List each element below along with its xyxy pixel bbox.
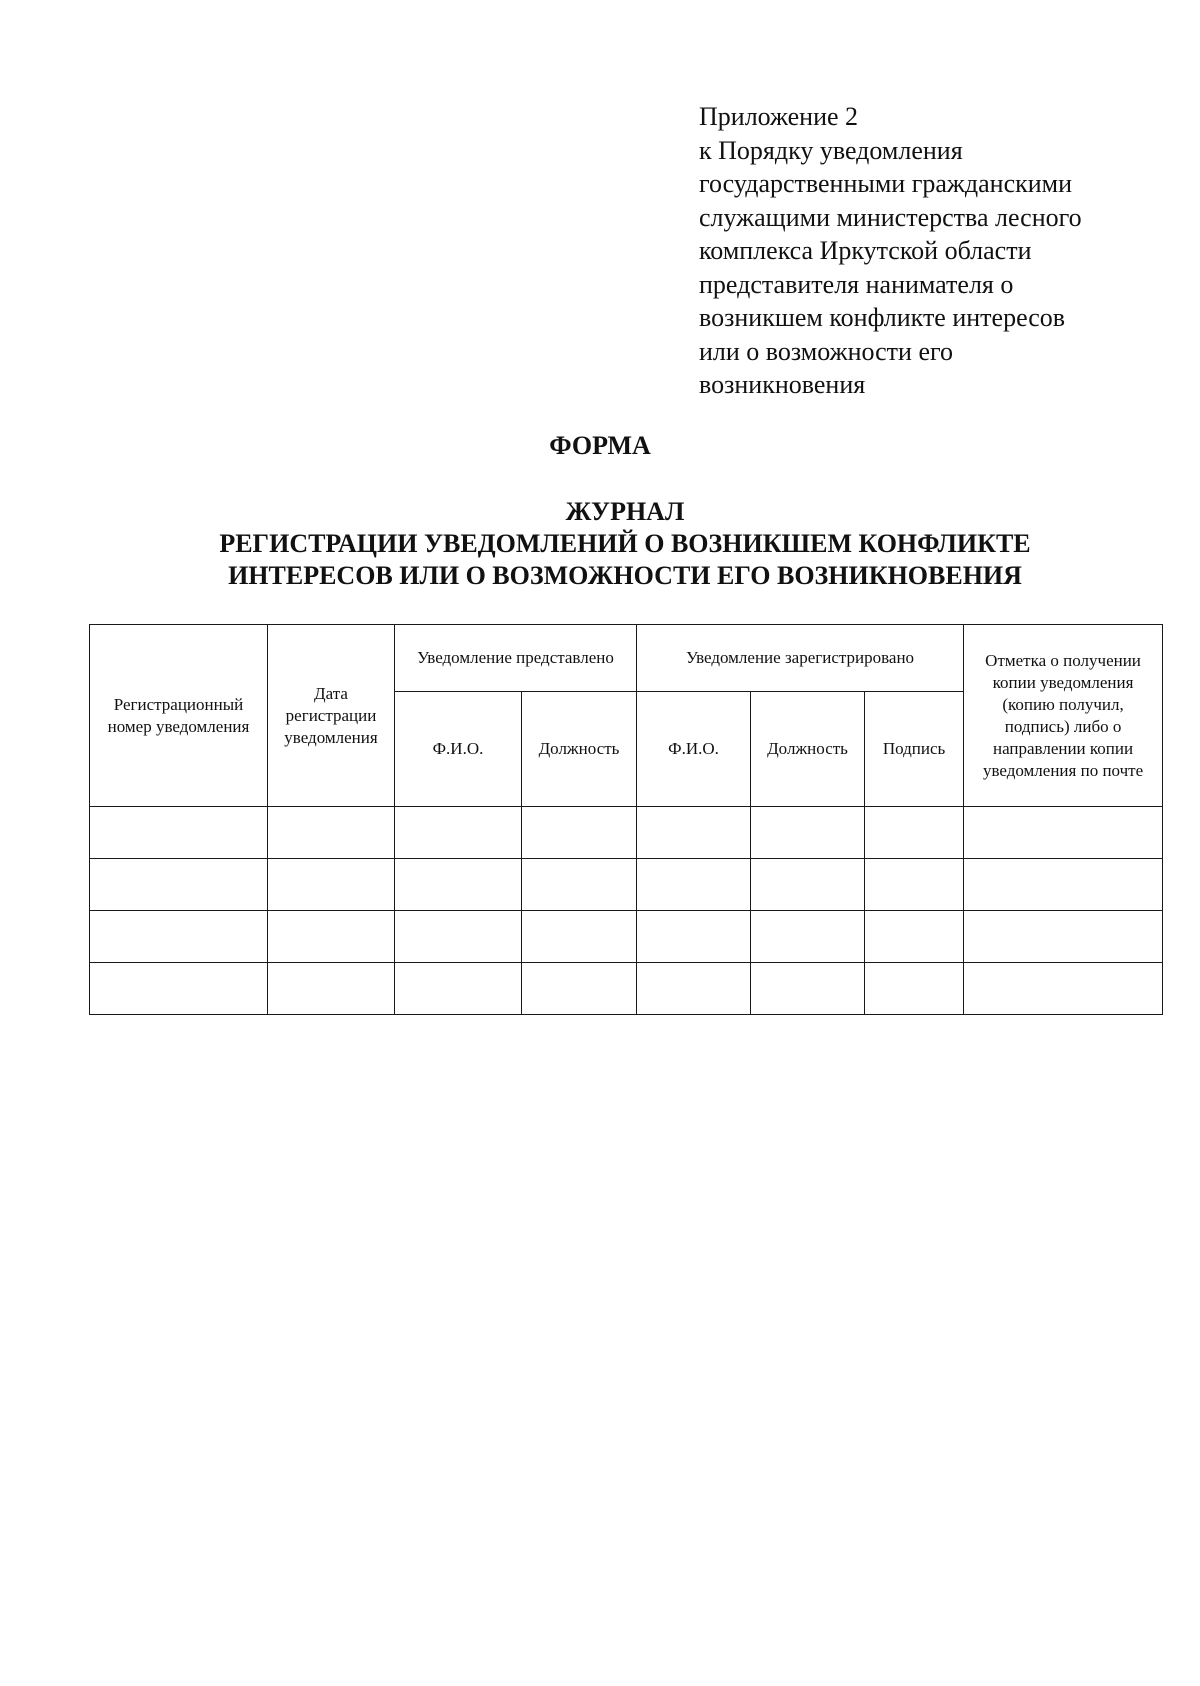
- journal-title: ЖУРНАЛ: [565, 497, 685, 526]
- table-row: [90, 911, 1163, 963]
- table-cell: [395, 859, 522, 911]
- header-submitted-fio: Ф.И.О.: [395, 692, 522, 807]
- table-cell: [522, 807, 637, 859]
- table-cell: [751, 859, 865, 911]
- table-cell: [637, 963, 751, 1015]
- table-cell: [964, 859, 1163, 911]
- header-submitted-position: Должность: [522, 692, 637, 807]
- table-cell: [751, 911, 865, 963]
- appendix-note: [699, 100, 1169, 402]
- table-cell: [964, 911, 1163, 963]
- table-cell: [865, 859, 964, 911]
- header-registered-signature: Подпись: [865, 692, 964, 807]
- appendix-line: возникшем конфликте интересов: [699, 303, 1066, 332]
- table-cell: [90, 963, 268, 1015]
- appendix-line: служащими министерства лесного: [699, 202, 1082, 232]
- table-cell: [522, 859, 637, 911]
- table-cell: [637, 911, 751, 963]
- table-cell: [522, 963, 637, 1015]
- header-registered-position: Должность: [751, 692, 865, 807]
- journal-subtitle-line-2: ИНТЕРЕСОВ ИЛИ О ВОЗМОЖНОСТИ ЕГО ВОЗНИКНОВЕНИЯ: [228, 561, 1022, 590]
- table-cell: [637, 859, 751, 911]
- table-cell: [90, 859, 268, 911]
- table-row: [90, 859, 1163, 911]
- journal-body: [90, 807, 1163, 1015]
- table-cell: [865, 807, 964, 859]
- appendix-line: представителя нанимателя о: [699, 269, 1014, 299]
- table-cell: [395, 807, 522, 859]
- appendix-line: Приложение 2: [699, 102, 859, 131]
- table-cell: [751, 963, 865, 1015]
- table-cell: [964, 963, 1163, 1015]
- header-submitted-group: Уведомление представлено: [395, 625, 637, 692]
- table-cell: [964, 807, 1163, 859]
- table-cell: [268, 807, 395, 859]
- header-reg-date: Дата регистрации уведомления: [268, 625, 395, 807]
- table-cell: [268, 911, 395, 963]
- table-cell: [865, 911, 964, 963]
- appendix-line: комплекса Иркутской области: [699, 236, 1032, 265]
- table-cell: [90, 807, 268, 859]
- header-registered-group: Уведомление зарегистрировано: [637, 625, 964, 692]
- header-copy-mark: Отметка о получении копии уведомления (копию получил, подпись) либо о направлении копии уведомления по почте: [964, 625, 1163, 807]
- table-cell: [395, 963, 522, 1015]
- header-registered-fio: Ф.И.О.: [637, 692, 751, 807]
- appendix-line: государственными гражданскими: [699, 169, 1073, 198]
- table-cell: [268, 859, 395, 911]
- table-cell: [395, 911, 522, 963]
- table-cell: [522, 911, 637, 963]
- appendix-line: к Порядку уведомления: [699, 135, 963, 165]
- table-cell: [751, 807, 865, 859]
- table-cell: [865, 963, 964, 1015]
- table-cell: [268, 963, 395, 1015]
- appendix-line: или о возможности его: [699, 336, 954, 366]
- header-reg-number: Регистрационный номер уведомления: [90, 625, 268, 807]
- table-cell: [637, 807, 751, 859]
- journal-subtitle-line-1: РЕГИСТРАЦИИ УВЕДОМЛЕНИЙ О ВОЗНИКШЕМ КОНФЛИКТЕ: [219, 529, 1031, 558]
- table-row: [90, 807, 1163, 859]
- journal-title-block: [0, 496, 1200, 592]
- form-label: ФОРМА: [549, 431, 651, 460]
- appendix-line: возникновения: [699, 370, 866, 399]
- table-cell: [90, 911, 268, 963]
- table-row: [90, 963, 1163, 1015]
- registration-journal-table: [89, 624, 1163, 1015]
